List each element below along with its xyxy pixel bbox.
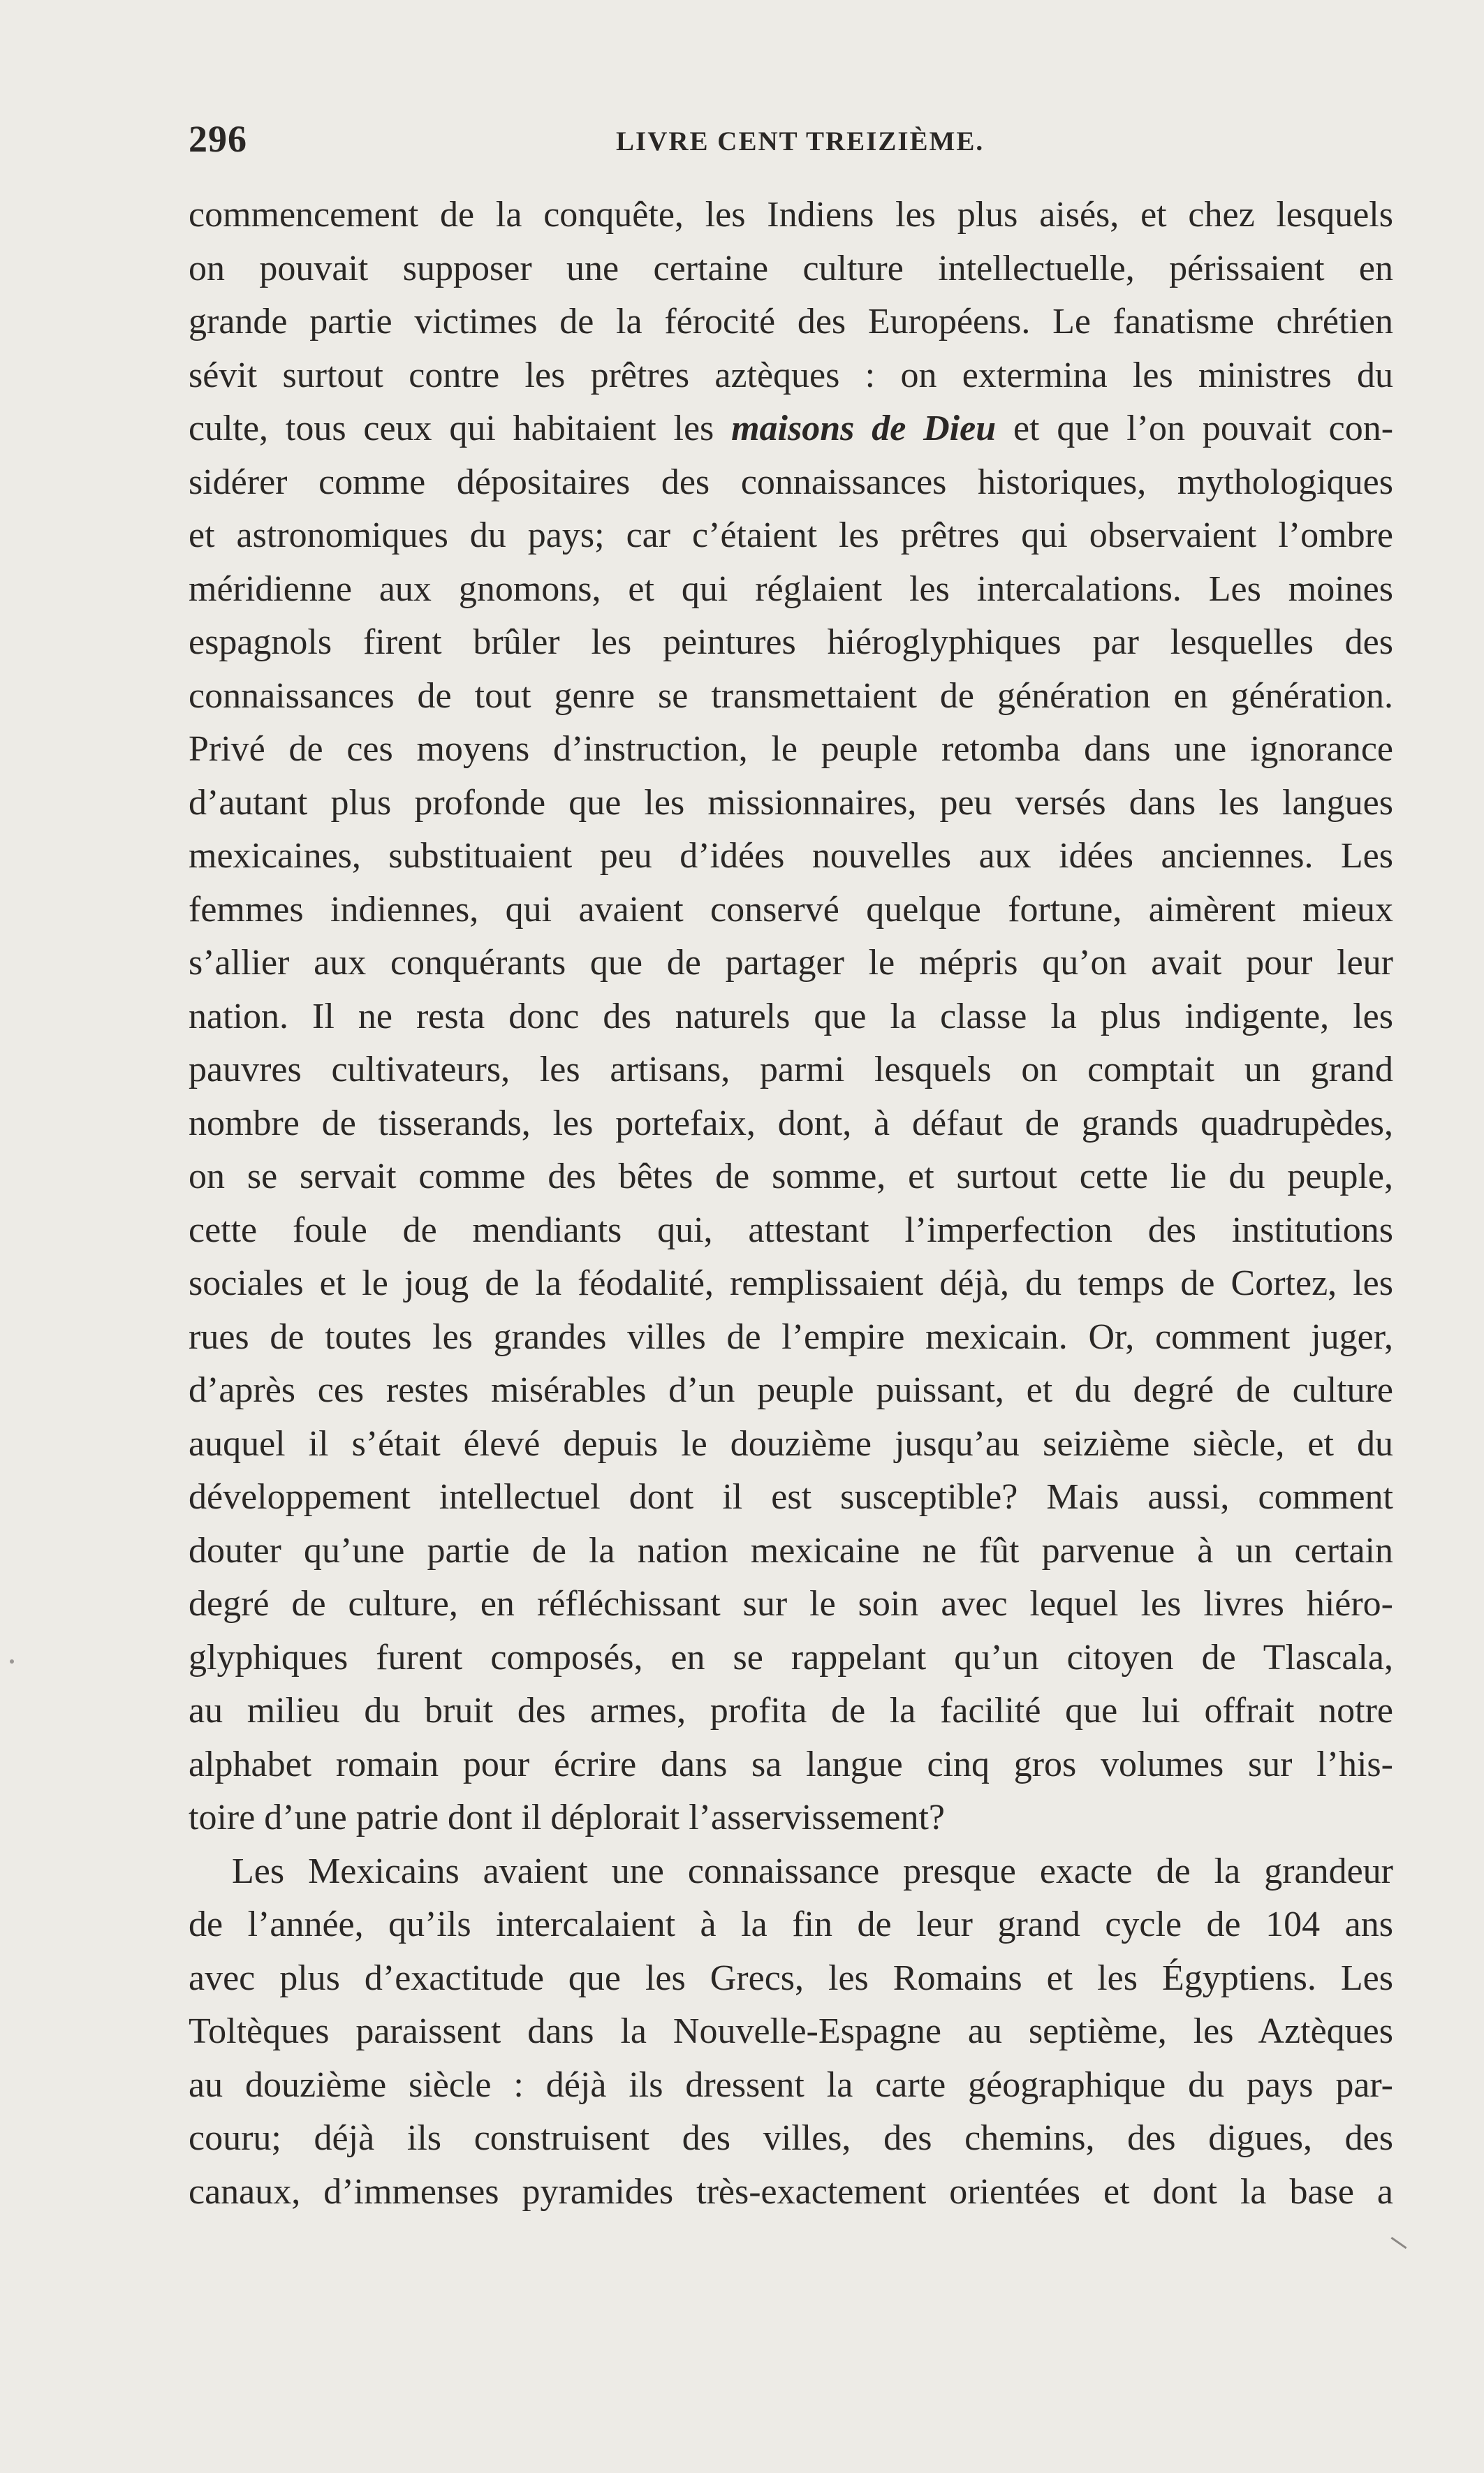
text-line: glyphiques furent composés, en se rappelant qu’un citoyen de Tlascala, [189, 1637, 1393, 1678]
text-line: on se servait comme des bêtes de somme, et surtout cette lie du peuple, [189, 1157, 1393, 1196]
text-line: nombre de tisserands, les portefaix, dont, à défaut de grands quadrupèdes, [189, 1103, 1393, 1143]
text-line: rues de toutes les grandes villes de l’empire mexicain. Or, comment juger, [189, 1316, 1393, 1357]
text-line: degré de culture, en réfléchissant sur le soin avec lequel les livres hiéro- [189, 1584, 1393, 1624]
emphasis-maisons-de-dieu: maisons de Dieu [731, 409, 997, 448]
text-line: espagnols firent brûler les peintures hiéroglyphiques par lesquelles des [189, 622, 1393, 662]
text-line: avec plus d’exactitude que les Grecs, les Romains et les Égyptiens. Les [189, 1958, 1393, 1998]
text-line: cette foule de mendiants qui, attestant l’imperfection des institutions [189, 1210, 1393, 1250]
print-mark [1390, 2237, 1406, 2249]
text-line: et astronomiques du pays; car c’étaient les prêtres qui observaient l’ombre [189, 515, 1393, 555]
text-line: développement intellectuel dont il est susceptible? Mais aussi, comment [189, 1477, 1393, 1517]
text-line: canaux, d’immenses pyramides très-exactement orientées et dont la base a [189, 2171, 1393, 2212]
text-line: auquel il s’était élevé depuis le douzième jusqu’au seizième siècle, et du [189, 1423, 1393, 1464]
page-number: 296 [189, 118, 247, 160]
text-line: au douzième siècle : déjà ils dressent la carte géographique du pays par- [189, 2064, 1393, 2105]
text-line: grande partie victimes de la férocité des Européens. Le fanatisme chrétien [189, 302, 1393, 342]
text-line: on pouvait supposer une certaine culture intellectuelle, périssaient en [189, 248, 1393, 288]
text-line: s’allier aux conquérants que de partager le mépris qu’on avait pour leur [189, 943, 1393, 983]
text-line: au milieu du bruit des armes, profita de la facilité que lui offrait notre [189, 1691, 1393, 1731]
text-fragment: culte, tous ceux qui habitaient les [189, 409, 714, 448]
text-line: couru; déjà ils construisent des villes, des chemins, des digues, des [189, 2118, 1393, 2158]
text-line: connaissances de tout genre se transmettaient de génération en génération. [189, 675, 1393, 716]
text-line: sévit surtout contre les prêtres aztèques : on extermina les ministres du [189, 355, 1393, 395]
text-line: Toltèques paraissent dans la Nouvelle-Espagne au septième, les Aztèques [189, 2011, 1393, 2051]
text-line: d’après ces restes misérables d’un peuple puissant, et du degré de culture [189, 1370, 1393, 1410]
body-text [189, 189, 1393, 2219]
page-header [189, 117, 1393, 166]
text-line: mexicaines, substituaient peu d’idées nouvelles aux idées anciennes. Les [189, 836, 1393, 876]
text-line: toire d’une patrie dont il déplorait l’asservissement? [189, 1798, 945, 1837]
text-fragment: et que l’on pouvait con- [1013, 409, 1394, 448]
text-line-with-emphasis [189, 402, 1393, 456]
text-line: de l’année, qu’ils intercalaient à la fin de leur grand cycle de 104 ans [189, 1905, 1393, 1944]
text-line: alphabet romain pour écrire dans sa langue cinq gros volumes sur l’his- [189, 1744, 1393, 1784]
text-line: sociales et le joug de la féodalité, remplissaient déjà, du temps de Cortez, les [189, 1263, 1393, 1303]
text-line: d’autant plus profonde que les missionnaires, peu versés dans les langues [189, 782, 1393, 823]
text-line: Les Mexicains avaient une connaissance presque exacte de la grandeur [232, 1851, 1393, 1891]
text-line: sidérer comme dépositaires des connaissances historiques, mythologiques [189, 462, 1393, 502]
running-head: LIVRE CENT TREIZIÈME. [616, 126, 985, 156]
text-line: méridienne aux gnomons, et qui réglaient les intercalations. Les moines [189, 568, 1393, 609]
text-line: Privé de ces moyens d’instruction, le peuple retomba dans une ignorance [189, 729, 1393, 769]
text-line: nation. Il ne resta donc des naturels que la classe la plus indigente, les [189, 996, 1393, 1036]
text-line: pauvres cultivateurs, les artisans, parmi lesquels on comptait un grand [189, 1050, 1393, 1089]
text-line: femmes indiennes, qui avaient conservé quelque fortune, aimèrent mieux [189, 889, 1393, 930]
print-speck [10, 1659, 14, 1664]
text-line: commencement de la conquête, les Indiens les plus aisés, et chez lesquels [189, 195, 1393, 235]
text-line: douter qu’une partie de la nation mexicaine ne fût parvenue à un certain [189, 1530, 1393, 1571]
